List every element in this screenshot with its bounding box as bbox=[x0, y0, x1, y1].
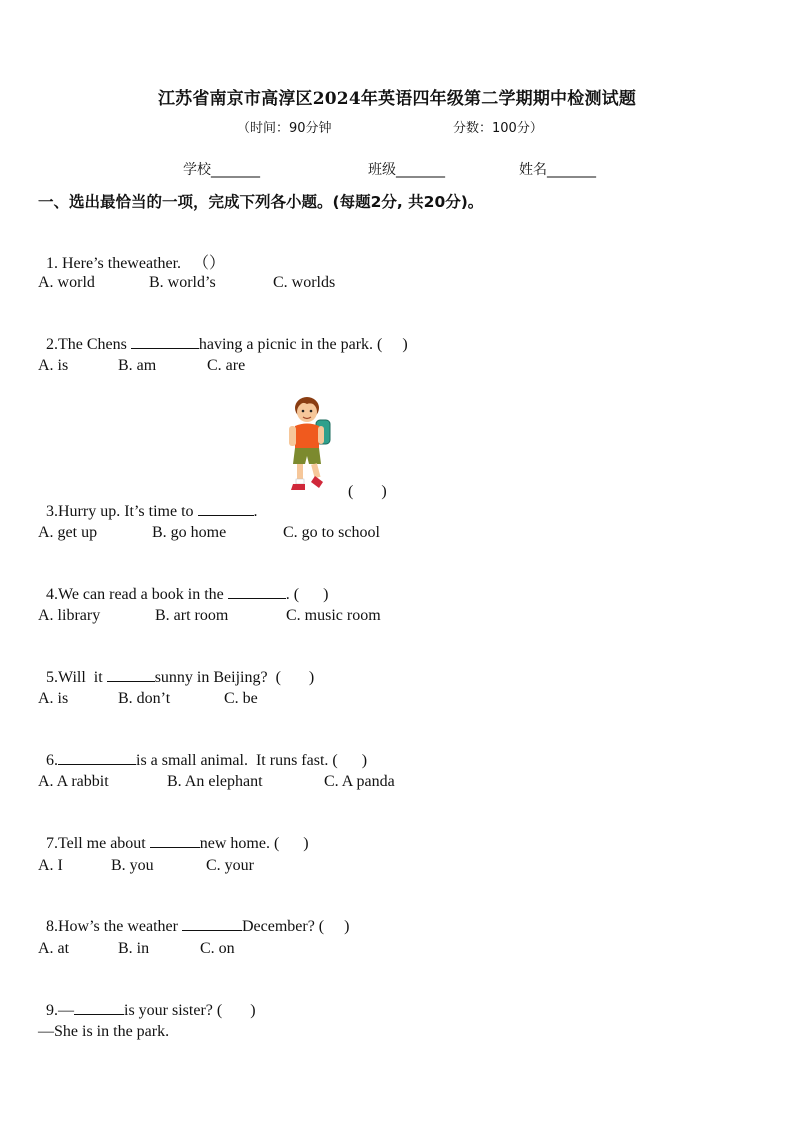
question-8 bbox=[38, 898, 349, 936]
exam-title: 江苏省南京市高淳区2024年英语四年级第二学期期中检测试题 bbox=[157, 89, 637, 109]
question-text-end: is a small animal. It runs fast. ( ) bbox=[136, 752, 368, 769]
question-text-end: having a picnic in the park. ( ) bbox=[198, 336, 408, 353]
option-a: A. A rabbit bbox=[38, 773, 109, 790]
question-5 bbox=[38, 649, 314, 687]
answer-blank bbox=[228, 584, 286, 599]
option-b: B. An elephant bbox=[167, 773, 263, 790]
option-c: C. go to school bbox=[283, 524, 380, 541]
question-text: 8.How’s the weather bbox=[46, 918, 182, 935]
question-text: 4.We can read a book in the bbox=[46, 586, 228, 603]
option-a: A. is bbox=[38, 690, 69, 707]
question-text: 1. Here’s theweather. （） bbox=[46, 255, 226, 272]
question-2 bbox=[38, 316, 408, 354]
option-c: C. your bbox=[206, 857, 254, 874]
answer-blank bbox=[182, 916, 242, 931]
class-field: 班级_______ bbox=[368, 162, 445, 178]
boy-with-backpack-icon bbox=[283, 396, 335, 496]
exam-score: 分数：100分） bbox=[453, 121, 543, 136]
question-6 bbox=[38, 732, 367, 770]
question-9 bbox=[38, 982, 256, 1020]
question-9-answer: —She is in the park. bbox=[38, 1023, 170, 1040]
option-a: A. world bbox=[38, 274, 95, 291]
option-a: A. get up bbox=[38, 524, 98, 541]
question-text: 7.Tell me about bbox=[46, 835, 150, 852]
question-3 bbox=[38, 483, 258, 521]
school-field: 学校_______ bbox=[183, 162, 260, 178]
question-7 bbox=[38, 815, 309, 853]
answer-paren: ( ) bbox=[348, 483, 387, 500]
answer-blank bbox=[150, 833, 200, 848]
option-c: C. are bbox=[207, 357, 246, 374]
question-4 bbox=[38, 566, 328, 604]
question-text-end: . bbox=[253, 503, 258, 520]
question-text: 6. bbox=[46, 752, 58, 769]
option-b: B. go home bbox=[152, 524, 227, 541]
section-heading: 一、选出最恰当的一项，完成下列各小题。(每题2分, 共20分)。 bbox=[38, 193, 484, 211]
option-c: C. A panda bbox=[324, 773, 395, 790]
option-c: C. worlds bbox=[273, 274, 336, 291]
question-1 bbox=[38, 232, 225, 273]
option-c: C. be bbox=[224, 690, 258, 707]
answer-blank bbox=[74, 1000, 124, 1015]
answer-blank bbox=[131, 334, 199, 349]
answer-blank bbox=[107, 667, 155, 682]
option-b: B. art room bbox=[155, 607, 229, 624]
option-b: B. am bbox=[118, 357, 157, 374]
answer-blank bbox=[58, 750, 136, 765]
question-text: 2.The Chens bbox=[46, 336, 131, 353]
question-text: 9.— bbox=[46, 1002, 74, 1019]
question-text-end: sunny in Beijing? ( ) bbox=[154, 669, 315, 686]
question-text: 5.Will it bbox=[46, 669, 107, 686]
question-text: 3.Hurry up. It’s time to bbox=[46, 503, 198, 520]
option-c: C. music room bbox=[286, 607, 381, 624]
option-a: A. is bbox=[38, 357, 69, 374]
option-c: C. on bbox=[200, 940, 235, 957]
option-b: B. world’s bbox=[149, 274, 216, 291]
question-text-end: is your sister? ( ) bbox=[124, 1002, 256, 1019]
question-text-end: new home. ( ) bbox=[199, 835, 309, 852]
exam-time: （时间：90分钟 bbox=[237, 121, 332, 136]
answer-blank bbox=[198, 501, 254, 516]
question-text-end: December? ( ) bbox=[241, 918, 350, 935]
option-a: A. library bbox=[38, 607, 101, 624]
option-a: A. I bbox=[38, 857, 63, 874]
option-a: A. at bbox=[38, 940, 70, 957]
question-text-end: . ( ) bbox=[285, 586, 329, 603]
option-b: B. don’t bbox=[118, 690, 171, 707]
option-b: B. in bbox=[118, 940, 150, 957]
option-b: B. you bbox=[111, 857, 154, 874]
name-field: 姓名_______ bbox=[519, 162, 596, 178]
